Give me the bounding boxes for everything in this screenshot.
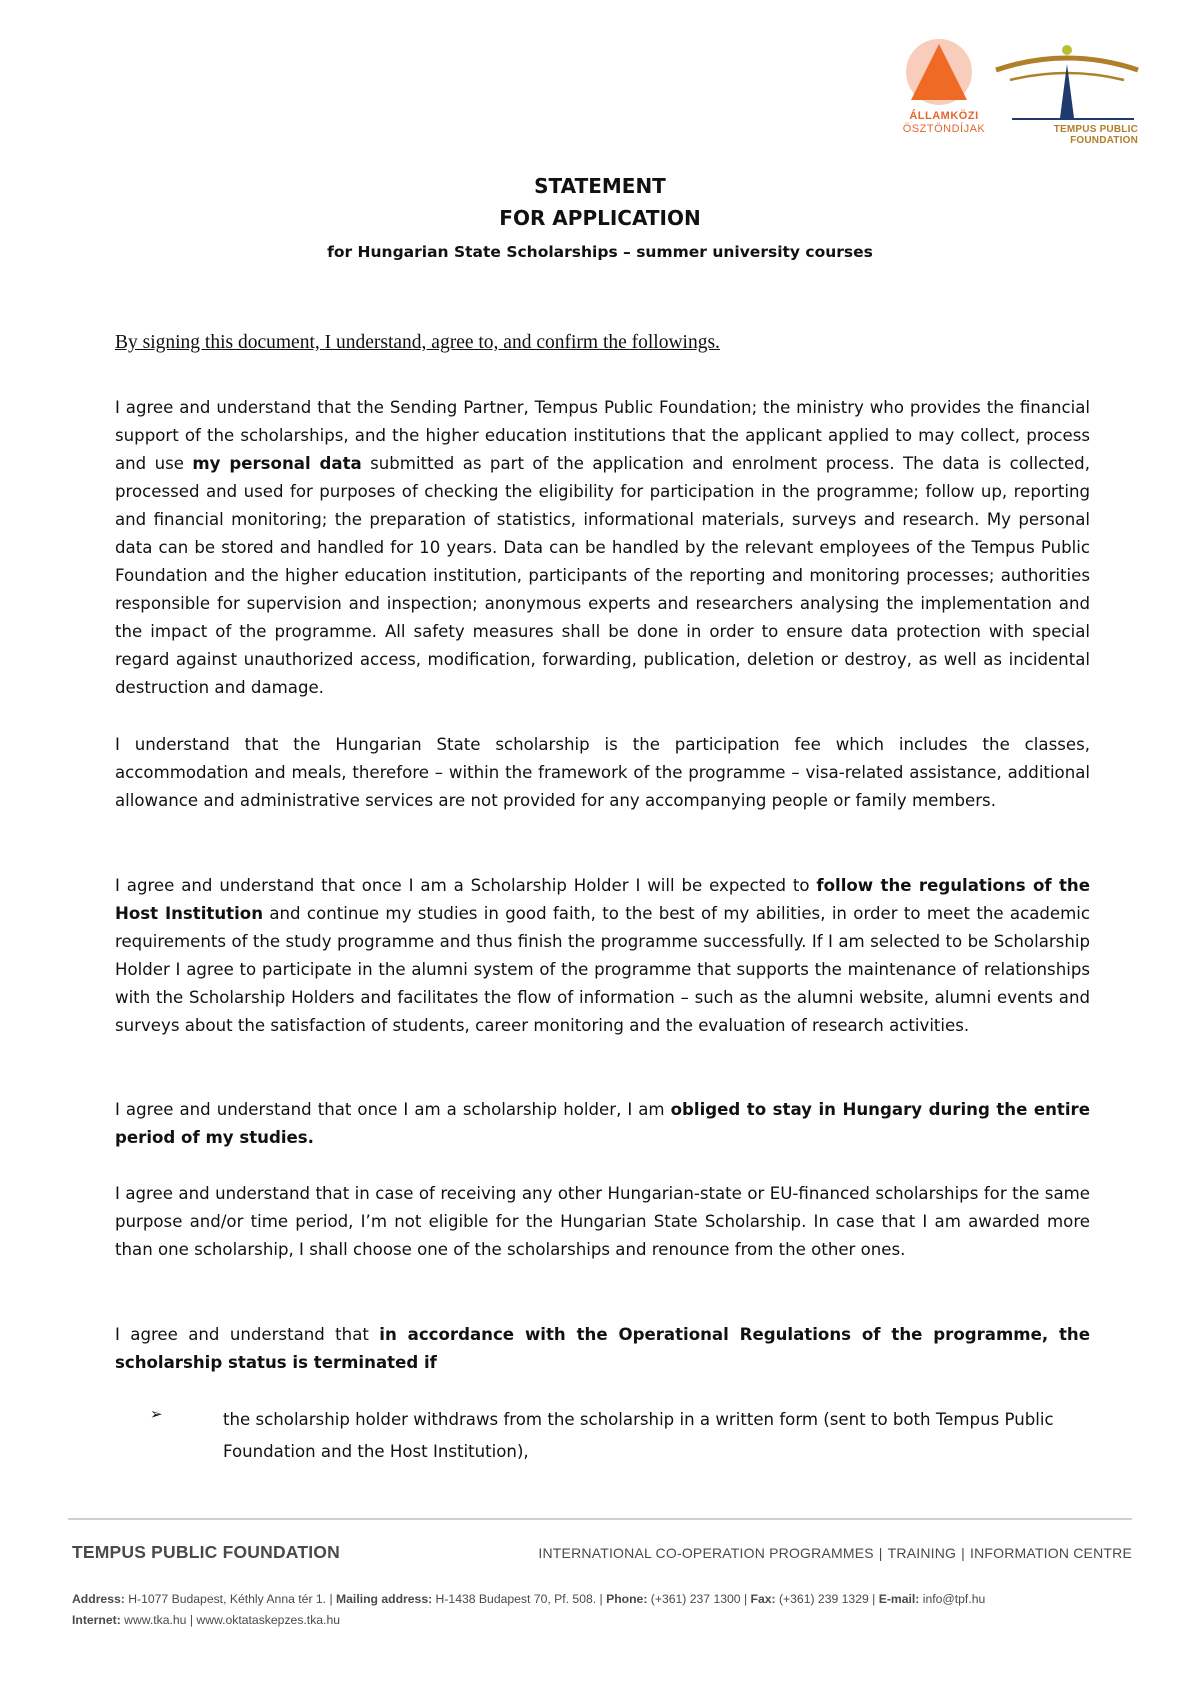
footer-programme-item: INFORMATION CENTRE [969,1545,1132,1561]
paragraph-stay-in-hungary [115,1096,1090,1152]
phone-value: (+361) 237 1300 | [647,1592,751,1606]
internet-label: Internet: [72,1613,121,1627]
intro-statement: By signing this document, I understand, agree to, and confirm the followings. [115,332,720,353]
mailing-address-label: Mailing address: [336,1592,433,1606]
footer-programmes: INTERNATIONAL CO-OPERATION PROGRAMMES | TRAINING | INFORMATION CENTRE [538,1545,1132,1561]
allamkozi-osztondijak-logo [900,38,990,138]
document-title-line1: STATEMENT [534,174,666,198]
paragraph-text: and continue my studies in good faith, to the best of my abilities, in order to meet the academic requirements of the study programme and thus finish the programme successfully. If I am selected to be Scholarship Holder I agree to participate in the alumni system of the programme that supports the maintenance of relationships with the Scholarship Holders and facilitates the flow of information – such as the alumni website, alumni events and surveys about the satisfaction of students, career monitoring and the evaluation of research activities. [115,904,1091,1035]
paragraph-emphasis: my personal data [192,454,362,473]
allamkozi-logo-text-line2: ÖSZTÖNDÍJAK [902,123,986,135]
paragraph-host-regulations [115,872,1090,1040]
paragraph-personal-data [115,394,1090,702]
fax-label: Fax: [750,1592,776,1606]
tempus-logo-text: TEMPUS PUBLIC FOUNDATION [1053,124,1138,146]
bullet-arrow-icon: ➢ [150,1405,163,1423]
paragraph-other-scholarships: I agree and understand that in case of receiving any other Hungarian-state or EU-financed scholarships for the same purpose and/or time period, I’m not eligible for the Hungarian State Scholarship. In case that I am awarded more than one scholarship, I shall choose one of the scholarships and renounce from the other ones. [115,1184,1090,1259]
footer-programme-item: TRAINING [887,1545,957,1561]
email-label: E-mail: [878,1592,920,1606]
paragraph-emphasis: obliged to stay in Hungary during the entire period of my studies. [115,1100,1090,1147]
paragraph-termination [115,1321,1090,1377]
paragraph-text: I agree and understand that [115,1325,380,1344]
paragraph-emphasis: in accordance with the Operational Regulations of the programme, the scholarship status is terminated if [115,1325,1091,1372]
address-label: Address: [72,1592,125,1606]
bullet-item: the scholarship holder withdraws from the scholarship in a written form (sent to both Tempus Public Foundation and the Host Institution), [223,1410,1054,1461]
footer-divider [68,1518,1132,1520]
address-value: H-1077 Budapest, Kéthly Anna tér 1. | [124,1592,336,1606]
paragraph-text: submitted as part of the application and enrolment process. The data is collected, processed and used for purposes of checking the eligibility for participation in the programme; follow up, reporting and financial monitoring; the preparation of statistics, informational materials, surveys and research. My personal data can be stored and handled for 10 years. Data can be handled by the relevant employees of the Tempus Public Foundation and the higher education institution, participants of the reporting and monitoring processes; authorities responsible for supervision and inspection; anonymous experts and researchers analysing the implementation and the impact of the programme. All safety measures shall be done in order to ensure data protection with special regard against unauthorized access, modification, forwarding, publication, deletion or destroy, as well as incidental destruction and damage. [115,454,1090,697]
tempus-logo-mark [992,40,1142,122]
paragraph-emphasis: follow the regulations of the Host Institution [115,876,1090,923]
paragraph-scholarship-coverage: I understand that the Hungarian State scholarship is the participation fee which includes the classes, accommodation and meals, therefore – within the framework of the programme – visa-related assistance, additional allowance and administrative services are not provided for any accompanying people or family members. [115,735,1090,810]
internet-value: www.tka.hu | www.oktataskepzes.tka.hu [120,1613,341,1627]
footer-internet-line [72,1613,340,1627]
allamkozi-logo-mark [902,38,976,106]
paragraph-text: I agree and understand that once I am a Scholarship Holder I will be expected to [115,876,817,895]
footer-programme-item: INTERNATIONAL CO-OPERATION PROGRAMMES [538,1545,874,1561]
footer-organization-name: TEMPUS PUBLIC FOUNDATION [72,1542,340,1562]
phone-label: Phone: [606,1592,648,1606]
fax-value: (+361) 239 1329 | [775,1592,879,1606]
mailing-address-value: H-1438 Budapest 70, Pf. 508. | [432,1592,607,1606]
tempus-public-foundation-logo [992,40,1162,146]
document-title-line2: FOR APPLICATION [499,206,701,230]
email-value: info@tpf.hu [919,1592,986,1606]
footer-contact-line [72,1592,985,1606]
paragraph-text: I agree and understand that the Sending Partner, Tempus Public Foundation; the ministry who provides the financial support of the scholarships, and the higher education institutions that the applicant applied to may collect, process and use [115,398,1090,473]
paragraph-text: I agree and understand that once I am a scholarship holder, I am [115,1100,671,1119]
document-subtitle: for Hungarian State Scholarships – summer university courses [327,243,873,261]
allamkozi-logo-text-line1: ÁLLAMKÖZI [909,110,979,122]
